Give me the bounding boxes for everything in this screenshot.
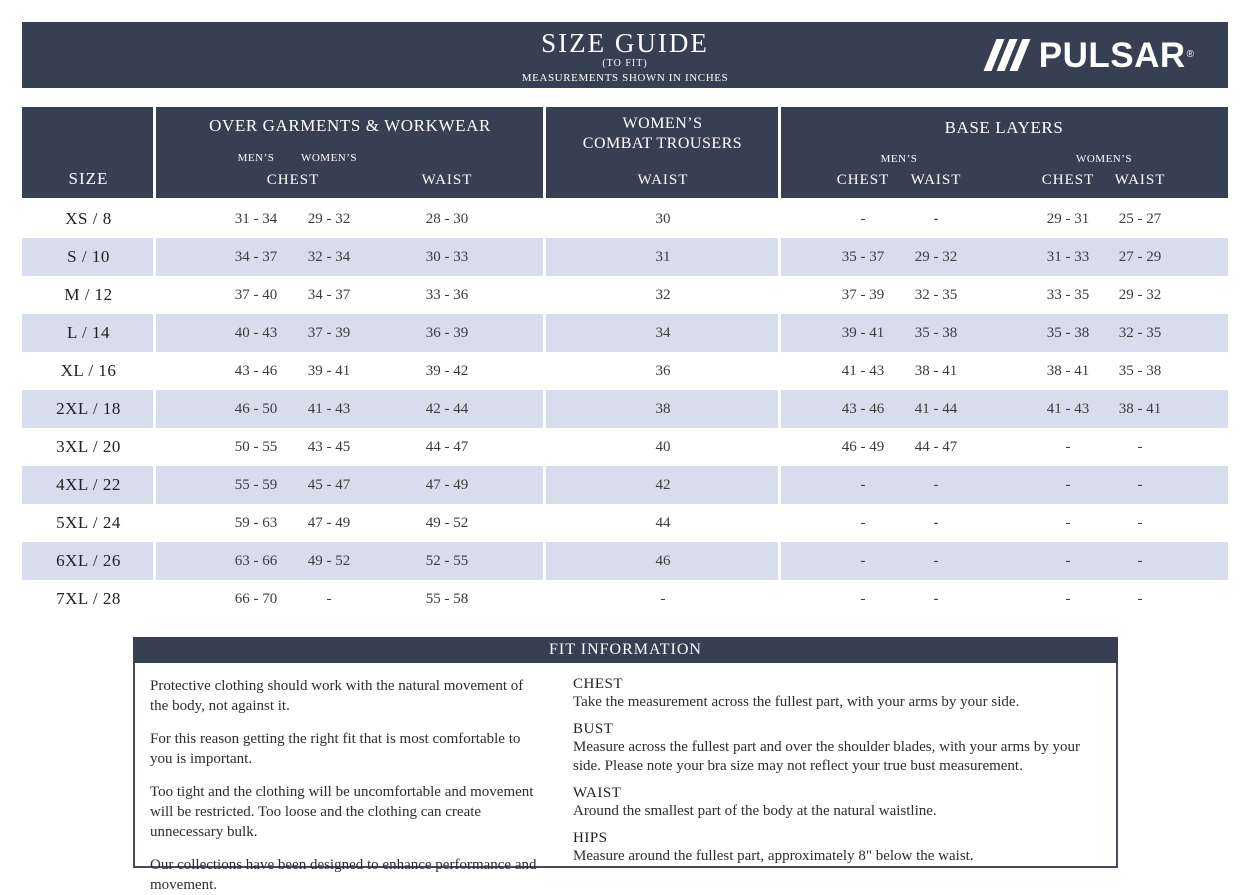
cell-size: M / 12: [64, 285, 113, 304]
fit-information-title: FIT INFORMATION: [133, 637, 1118, 663]
header-combat-trousers: [545, 114, 780, 154]
cell-combat-waist: 44: [655, 515, 671, 531]
cell-size: 4XL / 22: [56, 475, 121, 494]
cell-bl-womens-waist: 25 - 27: [1118, 211, 1162, 227]
cell-bl-mens-waist: 38 - 41: [914, 363, 958, 379]
column-divider: [543, 352, 546, 390]
fit-paragraph: For this reason getting the right fit that is most comfortable to you is important.: [150, 731, 521, 767]
cell-og-waist: 33 - 36: [425, 287, 469, 303]
cell-bl-womens-chest: 29 - 31: [1046, 211, 1090, 227]
cell-bl-womens-waist: 27 - 29: [1118, 249, 1162, 265]
table-row: [22, 238, 1228, 276]
cell-bl-womens-chest: 41 - 43: [1046, 401, 1090, 417]
cell-combat-waist: 38: [655, 401, 671, 417]
page-subtitle: (TO FIT): [602, 58, 648, 69]
header-og-waist: WAIST: [421, 172, 473, 188]
cell-bl-mens-chest: -: [860, 211, 866, 227]
header-size: SIZE: [68, 169, 109, 188]
column-divider: [778, 200, 781, 238]
cell-bl-mens-waist: -: [933, 553, 939, 569]
header-og-womens: WOMEN’S: [300, 152, 358, 164]
cell-og-waist: 36 - 39: [425, 325, 469, 341]
table-row: [22, 352, 1228, 390]
cell-combat-waist: 46: [655, 553, 671, 569]
cell-bl-mens-waist: 29 - 32: [914, 249, 958, 265]
cell-og-waist: 52 - 55: [425, 553, 469, 569]
header-og-chest: CHEST: [266, 172, 320, 188]
cell-og-womens-chest: 49 - 52: [307, 553, 351, 569]
cell-bl-womens-waist: -: [1137, 591, 1143, 607]
fit-section-heading: HIPS: [573, 830, 608, 846]
column-divider: [543, 466, 546, 504]
cell-bl-mens-chest: -: [860, 553, 866, 569]
cell-og-waist: 55 - 58: [425, 591, 469, 607]
cell-bl-womens-chest: 38 - 41: [1046, 363, 1090, 379]
fit-information-body: [133, 663, 1118, 893]
cell-combat-waist: 30: [655, 211, 671, 227]
cell-bl-mens-waist: 32 - 35: [914, 287, 958, 303]
size-table-header: [22, 107, 1228, 198]
fit-section-text: Measure around the fullest part, approximately 8" below the waist.: [573, 848, 974, 864]
header-base-layers: BASE LAYERS: [944, 118, 1064, 137]
fit-section-heading: BUST: [573, 721, 614, 737]
fit-left-column: [135, 676, 573, 893]
header-bl-mens-waist: WAIST: [910, 172, 962, 188]
cell-og-waist: 39 - 42: [425, 363, 469, 379]
cell-og-mens-chest: 55 - 59: [234, 477, 278, 493]
cell-og-womens-chest: -: [326, 591, 332, 607]
cell-bl-womens-chest: 31 - 33: [1046, 249, 1090, 265]
size-table-body: [22, 200, 1228, 618]
cell-bl-womens-waist: 32 - 35: [1118, 325, 1162, 341]
cell-og-mens-chest: 34 - 37: [234, 249, 278, 265]
cell-bl-mens-waist: -: [933, 211, 939, 227]
table-row: [22, 466, 1228, 504]
fit-section: [573, 830, 1104, 866]
cell-og-waist: 47 - 49: [425, 477, 469, 493]
cell-og-mens-chest: 46 - 50: [234, 401, 278, 417]
table-row: [22, 580, 1228, 618]
cell-size: 2XL / 18: [56, 399, 121, 418]
header-combat-waist: WAIST: [637, 172, 689, 188]
header-bl-womens-chest: CHEST: [1041, 172, 1095, 188]
table-row: [22, 276, 1228, 314]
cell-size: S / 10: [67, 247, 110, 266]
cell-combat-waist: 42: [655, 477, 671, 493]
cell-bl-womens-chest: -: [1065, 477, 1071, 493]
column-divider: [778, 390, 781, 428]
column-divider: [778, 542, 781, 580]
column-divider: [543, 238, 546, 276]
brand-name: PULSAR: [1038, 35, 1186, 75]
cell-bl-mens-chest: 41 - 43: [841, 363, 885, 379]
column-divider: [543, 542, 546, 580]
cell-bl-womens-waist: 35 - 38: [1118, 363, 1162, 379]
cell-bl-mens-chest: 37 - 39: [841, 287, 885, 303]
fit-paragraph: Protective clothing should work with the natural movement of the body, not against it.: [150, 678, 524, 714]
cell-bl-womens-waist: -: [1137, 553, 1143, 569]
cell-bl-womens-waist: 38 - 41: [1118, 401, 1162, 417]
fit-section-text: Around the smallest part of the body at the natural waistline.: [573, 803, 937, 819]
cell-og-womens-chest: 29 - 32: [307, 211, 351, 227]
cell-combat-waist: 31: [655, 249, 671, 265]
header-bl-womens-waist: WAIST: [1114, 172, 1166, 188]
cell-og-mens-chest: 37 - 40: [234, 287, 278, 303]
table-row: [22, 504, 1228, 542]
cell-combat-waist: -: [660, 591, 666, 607]
cell-bl-womens-waist: -: [1137, 515, 1143, 531]
cell-bl-womens-waist: -: [1137, 439, 1143, 455]
fit-information-panel: [133, 637, 1118, 893]
cell-bl-mens-waist: 41 - 44: [914, 401, 958, 417]
header-combat-line2: COMBAT TROUSERS: [582, 135, 743, 152]
column-divider: [543, 200, 546, 238]
cell-bl-womens-chest: -: [1065, 515, 1071, 531]
cell-bl-mens-waist: -: [933, 591, 939, 607]
cell-bl-mens-waist: 35 - 38: [914, 325, 958, 341]
fit-section: [573, 785, 1104, 821]
cell-og-womens-chest: 37 - 39: [307, 325, 351, 341]
header-og-mens: MEN’S: [237, 152, 275, 164]
cell-combat-waist: 32: [655, 287, 671, 303]
cell-og-mens-chest: 40 - 43: [234, 325, 278, 341]
cell-bl-womens-waist: -: [1137, 477, 1143, 493]
cell-combat-waist: 36: [655, 363, 671, 379]
cell-og-mens-chest: 63 - 66: [234, 553, 278, 569]
column-divider: [543, 504, 546, 542]
cell-og-mens-chest: 66 - 70: [234, 591, 278, 607]
cell-size: 5XL / 24: [56, 513, 121, 532]
cell-og-womens-chest: 34 - 37: [307, 287, 351, 303]
pulsar-logo: [990, 22, 1194, 88]
table-row: [22, 314, 1228, 352]
pulsar-slashes-icon: [990, 39, 1029, 71]
cell-og-waist: 44 - 47: [425, 439, 469, 455]
header-bl-womens: WOMEN’S: [1075, 153, 1133, 165]
cell-og-waist: 28 - 30: [425, 211, 469, 227]
cell-bl-mens-chest: -: [860, 477, 866, 493]
cell-og-waist: 30 - 33: [425, 249, 469, 265]
fit-section-text: Measure across the fullest part and over the shoulder blades, with your arms by your side. Please note your bra size may not reflect your true bust measurement.: [573, 739, 1080, 774]
cell-bl-womens-chest: 35 - 38: [1046, 325, 1090, 341]
header-over-garments: OVER GARMENTS & WORKWEAR: [209, 116, 491, 135]
cell-bl-mens-chest: 46 - 49: [841, 439, 885, 455]
column-divider: [543, 580, 546, 618]
column-divider: [778, 314, 781, 352]
table-row: [22, 200, 1228, 238]
column-divider: [543, 390, 546, 428]
cell-combat-waist: 34: [655, 325, 671, 341]
cell-size: 3XL / 20: [56, 437, 121, 456]
column-divider: [543, 276, 546, 314]
cell-og-womens-chest: 43 - 45: [307, 439, 351, 455]
cell-combat-waist: 40: [655, 439, 671, 455]
page-title: SIZE GUIDE: [541, 28, 709, 58]
table-row: [22, 542, 1228, 580]
header-bl-mens: MEN’S: [880, 153, 918, 165]
cell-size: XL / 16: [60, 361, 117, 380]
cell-bl-mens-waist: -: [933, 515, 939, 531]
fit-section-text: Take the measurement across the fullest part, with your arms by your side.: [573, 694, 1020, 710]
header-combat-line1: WOMEN’S: [622, 115, 703, 132]
header-bl-mens-chest: CHEST: [836, 172, 890, 188]
cell-bl-womens-chest: -: [1065, 553, 1071, 569]
column-divider: [543, 314, 546, 352]
column-divider: [778, 352, 781, 390]
cell-og-waist: 49 - 52: [425, 515, 469, 531]
cell-og-womens-chest: 41 - 43: [307, 401, 351, 417]
cell-bl-womens-chest: 33 - 35: [1046, 287, 1090, 303]
column-divider: [543, 428, 546, 466]
cell-bl-mens-chest: 35 - 37: [841, 249, 885, 265]
cell-og-mens-chest: 59 - 63: [234, 515, 278, 531]
cell-size: L / 14: [67, 323, 110, 342]
measurement-note: MEASUREMENTS SHOWN IN INCHES: [521, 72, 729, 84]
cell-bl-mens-waist: -: [933, 477, 939, 493]
column-divider: [778, 504, 781, 542]
column-divider: [778, 466, 781, 504]
table-row: [22, 428, 1228, 466]
table-row: [22, 390, 1228, 428]
cell-bl-womens-chest: -: [1065, 439, 1071, 455]
cell-og-womens-chest: 47 - 49: [307, 515, 351, 531]
cell-bl-mens-chest: -: [860, 591, 866, 607]
registered-mark: ®: [1186, 49, 1194, 60]
fit-paragraph: Our collections have been designed to enhance performance and movement.: [150, 857, 537, 893]
cell-bl-womens-chest: -: [1065, 591, 1071, 607]
cell-size: 6XL / 26: [56, 551, 121, 570]
column-divider: [778, 238, 781, 276]
cell-og-womens-chest: 32 - 34: [307, 249, 351, 265]
cell-og-waist: 42 - 44: [425, 401, 469, 417]
column-divider: [778, 428, 781, 466]
fit-section: [573, 676, 1104, 712]
title-banner: [22, 22, 1228, 88]
fit-paragraph: Too tight and the clothing will be uncomfortable and movement will be restricted. Too loose and the clothing can create unnecessary bulk.: [150, 784, 534, 840]
cell-bl-mens-chest: 43 - 46: [841, 401, 885, 417]
fit-section-heading: WAIST: [573, 785, 622, 801]
cell-size: 7XL / 28: [56, 589, 121, 608]
cell-og-womens-chest: 39 - 41: [307, 363, 351, 379]
cell-og-mens-chest: 43 - 46: [234, 363, 278, 379]
cell-og-mens-chest: 31 - 34: [234, 211, 278, 227]
fit-right-column: [573, 676, 1116, 866]
cell-og-mens-chest: 50 - 55: [234, 439, 278, 455]
cell-size: XS / 8: [65, 209, 112, 228]
fit-section-heading: CHEST: [573, 676, 624, 692]
cell-bl-mens-chest: 39 - 41: [841, 325, 885, 341]
cell-bl-womens-waist: 29 - 32: [1118, 287, 1162, 303]
cell-bl-mens-chest: -: [860, 515, 866, 531]
fit-section: [573, 721, 1104, 776]
column-divider: [778, 580, 781, 618]
cell-bl-mens-waist: 44 - 47: [914, 439, 958, 455]
column-divider: [778, 276, 781, 314]
cell-og-womens-chest: 45 - 47: [307, 477, 351, 493]
